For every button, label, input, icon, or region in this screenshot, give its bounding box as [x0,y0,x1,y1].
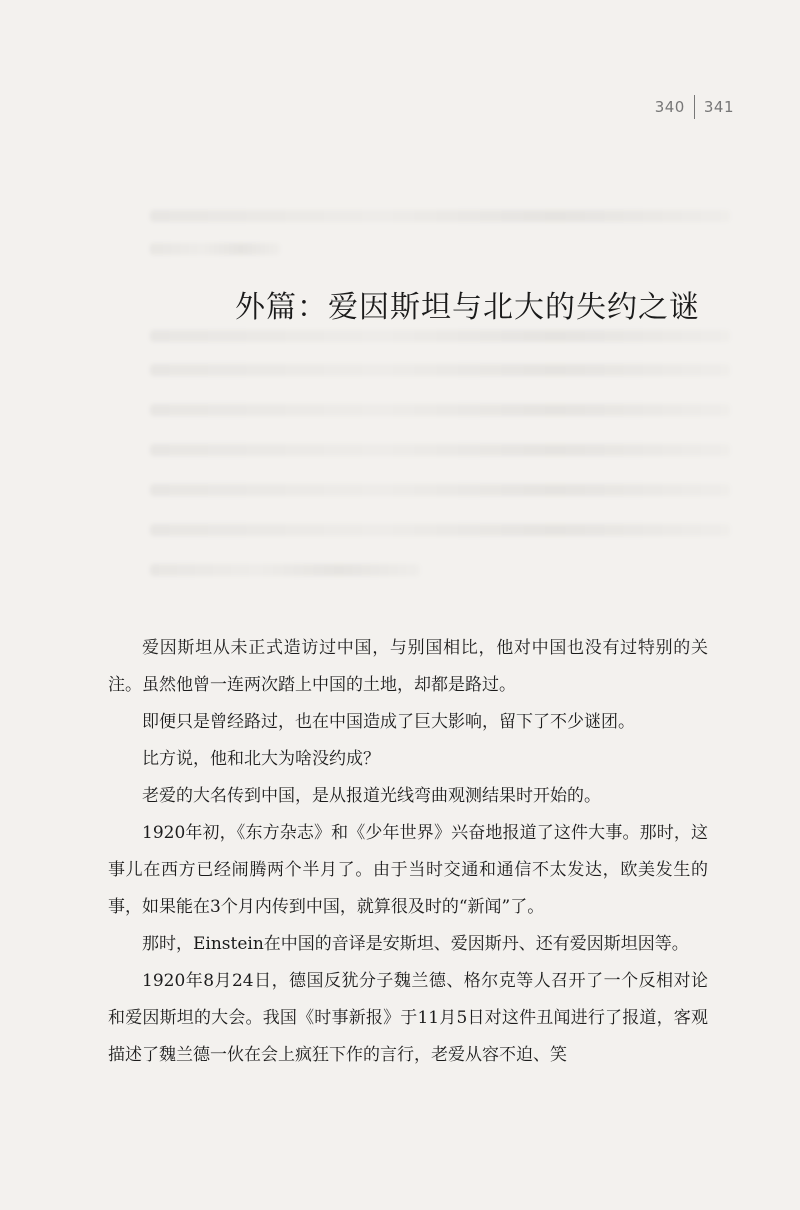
body-text [108,630,708,1074]
page-number-left: 340 [654,98,685,116]
show-through-line [150,524,730,536]
show-through-line [150,484,730,496]
paragraph: 即便只是曾经路过，也在中国造成了巨大影响，留下了不少谜团。 [142,712,635,732]
paragraph: 1920年初，《东方杂志》和《少年世界》兴奋地报道了这件大事。那时，这事儿在西方已经闹腾两个半月了。由于当时交通和通信不太发达，欧美发生的事，如果能在3个月内传到中国，就算很及时的“新闻”了。 [108,823,708,917]
show-through-line [150,330,730,342]
show-through-line [150,404,730,416]
paragraph: 比方说，他和北大为啥没约成？ [142,749,380,769]
show-through-line [150,243,280,255]
paragraph: 1920年8月24日，德国反犹分子魏兰德、格尔克等人召开了一个反相对论和爱因斯坦的大会。我国《时事新报》于11月5日对这件丑闻进行了报道，客观描述了魏兰德一伙在会上疯狂下作的言行，老爱从容不迫、笑 [108,971,708,1065]
paragraph: 那时，Einstein在中国的音译是安斯坦、爱因斯丹、还有爱因斯坦因等。 [142,934,689,954]
paragraph: 爱因斯坦从未正式造访过中国，与别国相比，他对中国也没有过特别的关注。虽然他曾一连两次踏上中国的土地，却都是路过。 [108,638,708,695]
page-number-divider [694,95,695,119]
paragraph: 老爱的大名传到中国，是从报道光线弯曲观测结果时开始的。 [142,786,601,806]
show-through-line [150,210,730,222]
chapter-title: 外篇：爱因斯坦与北大的失约之谜 [235,290,700,325]
show-through-line [150,364,730,376]
show-through-line [150,564,420,576]
show-through-line [150,444,730,456]
page-number-right: 341 [703,98,734,116]
page-number [655,95,734,119]
